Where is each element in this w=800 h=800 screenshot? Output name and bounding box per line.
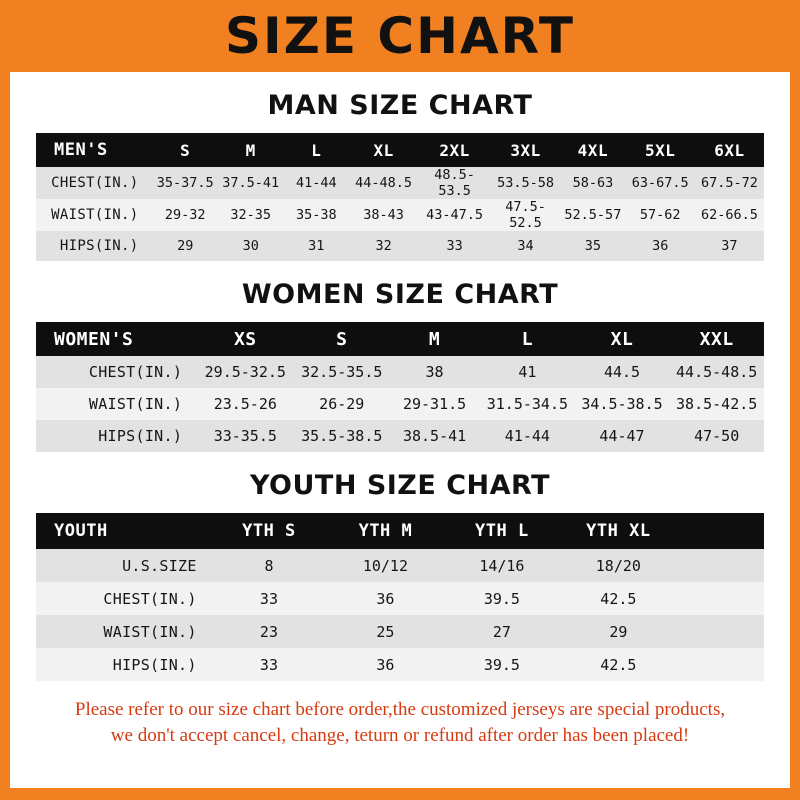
women-waist-l: 31.5-34.5 — [486, 395, 569, 413]
men-row-waist-label: WAIST(IN.) — [51, 207, 139, 223]
table-row — [36, 420, 764, 452]
women-row-chest-label: CHEST(IN.) — [88, 363, 183, 381]
women-chest-m: 38 — [425, 363, 444, 381]
women-chest-xxl: 44.5-48.5 — [676, 363, 758, 381]
women-size-table — [36, 322, 764, 452]
page-title: SIZE CHART — [224, 7, 576, 65]
youth-header-label: YOUTH — [54, 521, 108, 541]
men-waist-6xl: 62-66.5 — [700, 207, 758, 223]
men-hips-xl: 32 — [375, 238, 392, 254]
youth-waist-xl: 29 — [609, 622, 628, 641]
men-waist-xl: 38-43 — [363, 207, 404, 223]
table-row — [36, 167, 764, 199]
youth-row-chest-label: CHEST(IN.) — [103, 589, 197, 608]
youth-hips-xl: 42.5 — [600, 655, 637, 674]
table-row — [36, 356, 764, 388]
youth-header-s: YTH S — [242, 521, 296, 541]
footer-line-2: we don't accept cancel, change, teturn or refund after order has been placed! — [110, 724, 690, 746]
women-hips-m: 38.5-41 — [402, 427, 467, 445]
table-row — [36, 388, 764, 420]
women-header-xl: XL — [610, 328, 634, 350]
women-chest-xs: 29.5-32.5 — [204, 363, 286, 381]
youth-ussize-l: 14/16 — [479, 556, 525, 575]
women-waist-xs: 23.5-26 — [213, 395, 277, 413]
table-row — [36, 648, 764, 681]
youth-row-waist-label: WAIST(IN.) — [103, 622, 197, 641]
men-chest-4xl: 58-63 — [572, 175, 614, 191]
men-hips-3xl: 34 — [517, 238, 534, 254]
bottom-accent-bar — [0, 788, 800, 800]
women-header-xs: XS — [233, 328, 257, 350]
men-chest-6xl: 67.5-72 — [700, 175, 758, 191]
youth-header-spacer — [677, 513, 764, 549]
men-chest-l: 41-44 — [295, 175, 337, 191]
youth-section-title: YOUTH SIZE CHART — [249, 470, 551, 501]
men-header-l: L — [311, 140, 322, 160]
men-header-4xl: 4XL — [577, 140, 609, 160]
youth-ussize-xl: 18/20 — [595, 556, 641, 575]
youth-waist-spacer — [677, 615, 764, 648]
women-chest-s: 32.5-35.5 — [301, 363, 383, 381]
men-waist-3xl: 47.5-52.5 — [505, 199, 546, 231]
women-header-s: S — [336, 328, 348, 350]
youth-table-header-row — [36, 513, 764, 549]
men-row-hips-label: HIPS(IN.) — [59, 238, 139, 254]
women-chest-l: 41 — [518, 363, 537, 381]
men-header-label: MEN'S — [54, 140, 108, 160]
men-chest-s: 35-37.5 — [156, 175, 214, 191]
women-hips-xs: 33-35.5 — [213, 427, 277, 445]
men-size-section — [10, 90, 790, 261]
men-hips-5xl: 36 — [652, 238, 669, 254]
youth-size-table — [36, 513, 764, 681]
men-chest-3xl: 53.5-58 — [497, 175, 554, 191]
youth-hips-spacer — [677, 648, 764, 681]
youth-header-m: YTH M — [358, 521, 413, 541]
men-chest-2xl: 48.5-53.5 — [434, 167, 475, 199]
youth-hips-l: 39.5 — [483, 655, 520, 674]
women-row-waist-label: WAIST(IN.) — [88, 395, 183, 413]
table-row — [36, 231, 764, 261]
footer-notice — [10, 697, 790, 748]
youth-row-ussize-label: U.S.SIZE — [122, 556, 197, 575]
women-row-hips-label: HIPS(IN.) — [98, 427, 183, 445]
men-hips-l: 31 — [308, 238, 325, 254]
women-waist-xxl: 38.5-42.5 — [676, 395, 758, 413]
men-size-table — [36, 133, 764, 261]
men-waist-4xl: 52.5-57 — [564, 207, 622, 223]
youth-chest-m: 36 — [376, 589, 395, 608]
women-section-title: WOMEN SIZE CHART — [241, 279, 559, 310]
men-hips-6xl: 37 — [721, 238, 738, 254]
men-header-xl: XL — [373, 140, 394, 160]
youth-header-xl: YTH XL — [586, 521, 651, 541]
men-header-2xl: 2XL — [439, 140, 470, 160]
men-row-chest-label: CHEST(IN.) — [51, 175, 139, 191]
youth-waist-m: 25 — [376, 622, 395, 641]
youth-chest-l: 39.5 — [483, 589, 520, 608]
table-row — [36, 615, 764, 648]
footer-line-1: Please refer to our size chart before order,the customized jerseys are special products, — [74, 699, 726, 720]
youth-row-hips-label: HIPS(IN.) — [112, 655, 197, 674]
women-hips-l: 41-44 — [504, 427, 550, 445]
men-hips-4xl: 35 — [584, 238, 602, 254]
men-header-6xl: 6XL — [714, 140, 745, 160]
men-section-title: MAN SIZE CHART — [267, 90, 533, 121]
women-size-section — [10, 279, 790, 452]
men-header-5xl: 5XL — [645, 140, 676, 160]
youth-waist-l: 27 — [492, 622, 511, 641]
men-waist-2xl: 43-47.5 — [426, 207, 484, 223]
men-hips-2xl: 33 — [446, 238, 463, 254]
youth-chest-s: 33 — [259, 589, 278, 608]
women-hips-xl: 44-47 — [599, 427, 645, 445]
men-chest-5xl: 63-67.5 — [631, 175, 689, 191]
women-waist-m: 29-31.5 — [402, 395, 467, 413]
youth-size-section — [10, 470, 790, 681]
men-header-m: M — [245, 140, 256, 160]
table-row — [36, 199, 764, 231]
women-waist-s: 26-29 — [319, 395, 365, 413]
men-waist-5xl: 57-62 — [639, 207, 681, 223]
women-header-m: M — [428, 328, 441, 350]
women-header-xxl: XXL — [699, 328, 734, 350]
table-row — [36, 582, 764, 615]
men-hips-s: 29 — [177, 238, 194, 254]
page-banner — [0, 0, 800, 72]
women-header-label: WOMEN'S — [54, 328, 134, 350]
men-waist-s: 29-32 — [164, 207, 206, 223]
youth-hips-s: 33 — [259, 655, 278, 674]
men-header-s: S — [180, 140, 191, 160]
youth-ussize-m: 10/12 — [362, 556, 408, 575]
youth-waist-s: 23 — [259, 622, 278, 641]
men-header-3xl: 3XL — [510, 140, 541, 160]
youth-ussize-spacer — [677, 549, 764, 582]
youth-chest-xl: 42.5 — [600, 589, 637, 608]
men-chest-xl: 44-48.5 — [355, 175, 413, 191]
men-table-header-row — [36, 133, 764, 167]
youth-chest-spacer — [677, 582, 764, 615]
women-header-l: L — [521, 328, 534, 350]
women-waist-xl: 34.5-38.5 — [581, 395, 663, 413]
youth-hips-m: 36 — [376, 655, 395, 674]
women-table-header-row — [36, 322, 764, 356]
women-hips-s: 35.5-38.5 — [301, 427, 383, 445]
youth-header-l: YTH L — [475, 521, 529, 541]
youth-ussize-s: 8 — [264, 556, 274, 575]
table-row — [36, 549, 764, 582]
men-hips-m: 30 — [242, 238, 259, 254]
women-chest-xl: 44.5 — [603, 363, 641, 381]
men-waist-l: 35-38 — [295, 207, 337, 223]
men-chest-m: 37.5-41 — [222, 175, 280, 191]
men-waist-m: 32-35 — [230, 207, 272, 223]
women-hips-xxl: 47-50 — [694, 427, 740, 445]
